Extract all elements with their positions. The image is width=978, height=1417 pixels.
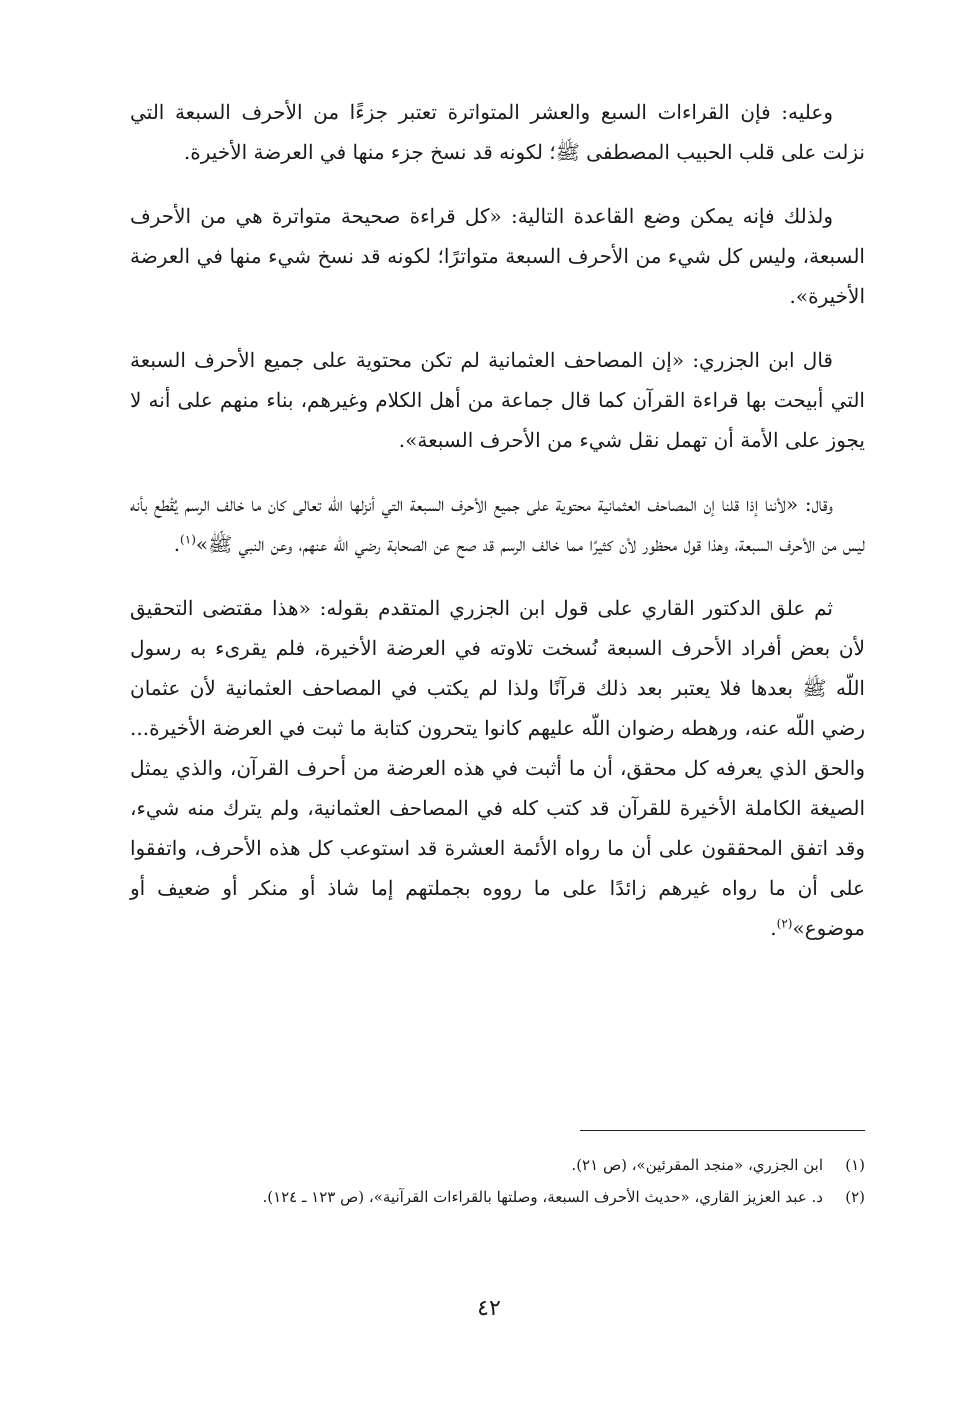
footnote-ref-1: (١)	[180, 532, 196, 547]
paragraph-3-text: قال ابن الجزري: «إن المصاحف العثمانية لم تكن محتوية على جميع الأحرف السبعة التي أبيحت بها قراءة القرآن كما قال جماعة من أهل الكلام وغيرهم، بناء منهم على أنه لا يجوز على الأمة أن تهمل نقل شيء من الأحرف السبعة».	[130, 348, 865, 452]
paragraph-4-tail: .	[173, 532, 181, 556]
main-text	[130, 92, 865, 972]
paragraph-2-text: ولذلك فإنه يمكن وضع القاعدة التالية: «كل قراءة صحيحة متواترة هي من الأحرف السبعة، وليس كل شيء من الأحرف السبعة متواترًا؛ لكونه قد نسخ شيء منها في العرضة الأخيرة».	[130, 204, 865, 308]
paragraph-2	[130, 196, 865, 316]
footnote-2-text: د. عبد العزيز القاري، «حديث الأحرف السبعة، وصلتها بالقراءات القرآنية»، (ص ١٢٣ ـ ١٢٤).	[262, 1188, 823, 1206]
paragraph-1-text: وعليه: فإن القراءات السبع والعشر المتواترة تعتبر جزءًا من الأحرف السبعة التي نزلت على قلب الحبيب المصطفى ﷺ؛ لكونه قد نسخ جزء منها في العرضة الأخيرة.	[130, 100, 865, 164]
paragraph-5-text: ثم علق الدكتور القاري على قول ابن الجزري المتقدم بقوله: «هذا مقتضى التحقيق لأن بعض أفراد الأحرف السبعة نُسخت تلاوته في العرضة الأخيرة، فلم يقرىء به رسول اللّه ﷺ بعدها فلا يعتبر بعد ذلك قرآنًا ولذا لم يكتب في المصاحف العثمانية لأن عثمان رضي اللّه عنه، ورهطه رضوان اللّه عليهم كانوا يتحرون كتابة ما ثبت في العرضة الأخيرة... والحق الذي يعرفه كل محقق، أن ما أثبت في هذه العرضة من أحرف القرآن، والذي يمثل الصيغة الكاملة الأخيرة للقرآن قد كتب كله في المصاحف العثمانية، ولم يترك منه شيء، وقد اتفق المحققون على أن ما رواه الأئمة العشرة قد استوعب كل هذه الأحرف، واتفقوا على أن ما رواه غيرهم زائدًا على ما رووه بجملتهم إما شاذ أو منكر أو ضعيف أو موضوع»	[130, 596, 866, 940]
footnote-divider	[580, 1130, 865, 1131]
footnote-1-text: ابن الجزري، «منجد المقرئين»، (ص ٢١).	[571, 1156, 823, 1174]
paragraph-4	[130, 484, 865, 564]
footnote-1	[130, 1150, 865, 1180]
paragraph-5	[130, 588, 865, 948]
paragraph-1	[130, 92, 865, 172]
paragraph-3	[130, 340, 865, 460]
paragraph-5-tail: .	[770, 916, 777, 940]
page-number: ٤٢	[477, 1296, 501, 1321]
paragraph-4-text: وقال: «لأننا إذا قلنا إن المصاحف العثمانية محتوية على جميع الأحرف السبعة التي أنزلها اللّه تعالى كان ما خالف الرسم يُقْطع بأنه ليس من الأحرف السبعة، وهذا قول محظور لأن كثيرًا مما خالف الرسم قد صح عن الصحابة رضي اللّه عنهم، وعن النبي ﷺ»	[130, 492, 865, 556]
footnote-ref-2: (٢)	[776, 916, 793, 931]
footnote-2-number: (٢)	[845, 1188, 865, 1206]
footnotes	[130, 1150, 865, 1214]
footnote-1-number: (١)	[845, 1156, 865, 1174]
footnote-2	[130, 1182, 865, 1212]
